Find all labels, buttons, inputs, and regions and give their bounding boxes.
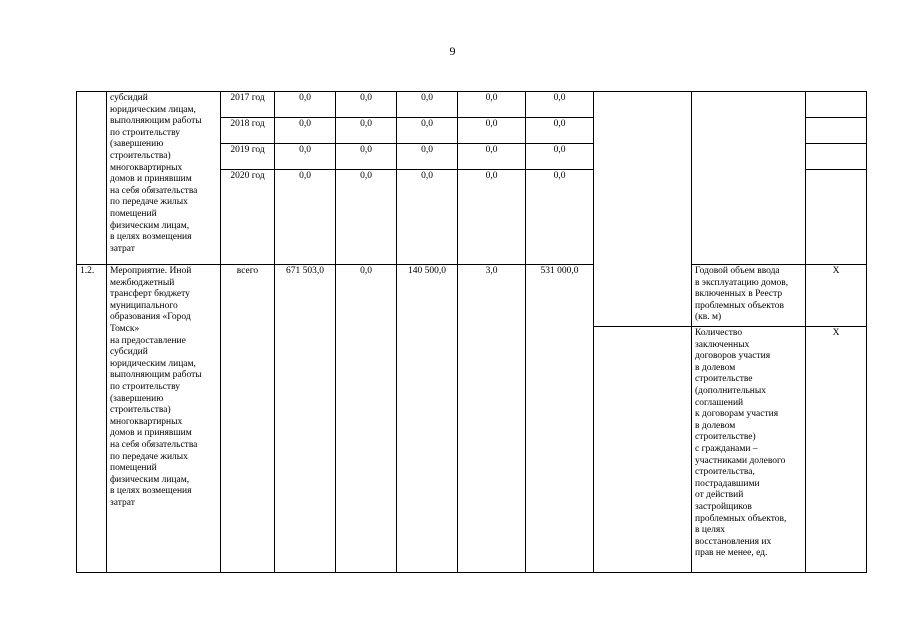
value-cell: 0,0 [336,265,397,573]
period-cell: 2019 год [221,144,275,170]
indicator-value-cell [806,170,867,265]
period-cell: 2020 год [221,170,275,265]
value-cell: 0,0 [458,170,526,265]
value-cell: 0,0 [275,144,336,170]
indicator-value-cell [806,118,867,144]
period-cell: всего [221,265,275,573]
value-cell: 0,0 [275,170,336,265]
indicator-value: X [806,265,867,327]
value-cell: 0,0 [458,92,526,118]
value-cell: 0,0 [397,170,458,265]
value-cell: 0,0 [336,170,397,265]
value-cell: 671 503,0 [275,265,336,573]
value-cell: 0,0 [275,92,336,118]
value-cell: 0,0 [458,118,526,144]
value-cell: 0,0 [458,144,526,170]
table-row [77,265,867,327]
page-number: 9 [449,44,456,58]
row-number-cell: 1.2. [77,265,107,573]
value-cell: 531 000,0 [526,265,594,573]
indicator-name: Количество заключенных договоров участия в долевом строительстве (дополнительных соглашений к договорам участия в долевом строительстве) с гражданами – участниками долевого строительства, пострадавшими от действий застройщиков проблемных объектов, в целях восстановления их прав не менее, ед. [692,327,806,573]
value-cell: 0,0 [397,92,458,118]
indicator-value: X [806,327,867,573]
indicator-cell [692,92,806,265]
value-cell: 3,0 [458,265,526,573]
value-cell: 0,0 [526,170,594,265]
indicator-name: Годовой объем ввода в эксплуатацию домов, включенных в Реестр проблемных объектов (кв. м) [692,265,806,327]
value-cell: 0,0 [336,118,397,144]
period-cell: 2017 год [221,92,275,118]
period-cell: 2018 год [221,118,275,144]
activity-description: субсидий юридическим лицам, выполняющим работы по строительству (завершению строительства) многоквартирных домов и принявшим на себя обязательства по передаче жилых помещений физическим лицам, в целях возмещения затрат [107,92,221,265]
table-row [77,92,867,118]
value-cell: 0,0 [397,144,458,170]
value-cell: 0,0 [526,144,594,170]
value-cell: 140 500,0 [397,265,458,573]
row-number-cell [77,92,107,265]
value-cell: 0,0 [526,92,594,118]
value-cell: 0,0 [275,118,336,144]
indicator-value-cell [806,92,867,118]
value-cell: 0,0 [336,144,397,170]
value-cell: 0,0 [397,118,458,144]
indicator-value-cell [806,144,867,170]
activity-description: Мероприятие. Иной межбюджетный трансферт бюджету муниципального образования «Город Томск» на предоставление субсидий юридическим лицам, выполняющим работы по строительству (завершению строительства) многоквартирных домов и принявшим на себя обязательства по передаче жилых помещений физическим лицам, в целях возмещения затрат [107,265,221,573]
executor-cell [594,327,692,573]
program-table [76,91,867,573]
value-cell: 0,0 [526,118,594,144]
executor-cell [594,92,692,327]
value-cell: 0,0 [336,92,397,118]
